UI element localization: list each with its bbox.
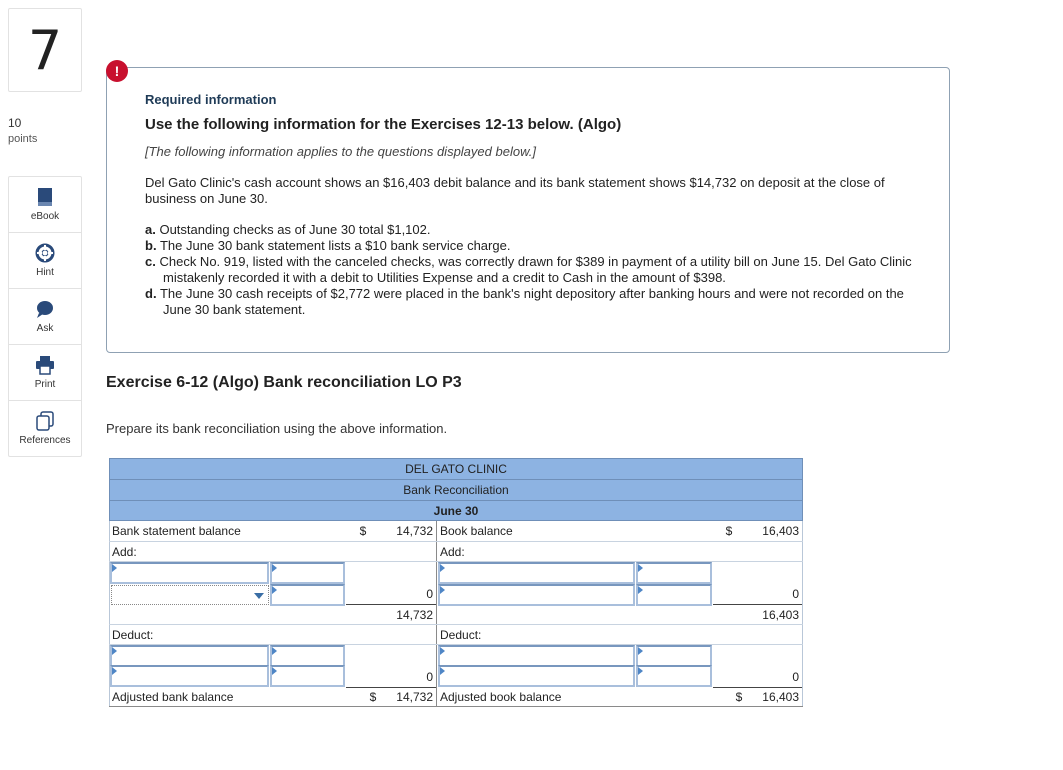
list-item	[145, 222, 925, 238]
tools-panel	[8, 176, 82, 457]
book-deduct-label: Deduct:	[440, 628, 482, 642]
recon-report-name: Bank Reconciliation	[109, 479, 803, 501]
required-paragraph: Del Gato Clinic's cash account shows an $16,403 debit balance and its bank statement shows $14,732 on deposit at the close of business on June 30.	[145, 175, 885, 206]
book-add-description-input[interactable]	[438, 562, 635, 584]
book-deduct-description-input-2[interactable]	[438, 665, 635, 687]
references-label: References	[19, 435, 71, 446]
bank-deduct-description-input-2[interactable]	[110, 665, 269, 687]
bank-add-description-input[interactable]	[110, 562, 269, 584]
exercise-title: Exercise 6-12 (Algo) Bank reconciliation LO P3	[106, 374, 462, 391]
bank-deduct-amount-input-2[interactable]	[270, 665, 345, 687]
required-subtitle: Use the following information for the Exercises 12-13 below. (Algo)	[145, 116, 622, 133]
adjusted-book-dollar: $	[735, 690, 743, 704]
points-label: points	[8, 133, 38, 145]
item-text: Check No. 919, listed with the canceled checks, was correctly drawn for $389 in payment of a utility bill on June 15. Del Gato Clinic mistakenly recorded it with a debit to Utilities Expense and a credit to Cash in the amount of $398.	[159, 254, 912, 285]
print-label: Print	[34, 379, 56, 390]
bank-add-total: 0	[426, 587, 433, 601]
required-list	[145, 222, 925, 318]
chevron-down-icon	[254, 593, 264, 599]
book-balance-value: 16,403	[762, 524, 799, 538]
bank-reconciliation-table	[109, 458, 803, 707]
lifebuoy-icon	[35, 243, 55, 263]
book-add-amount-input[interactable]	[636, 562, 712, 584]
points-value: 10	[8, 116, 22, 130]
book-subtotal: 16,403	[762, 608, 799, 622]
book-add-label: Add:	[440, 545, 465, 559]
bank-add-amount-input[interactable]	[270, 562, 345, 584]
book-add-amount-input-2[interactable]	[636, 584, 712, 606]
list-item	[145, 286, 925, 318]
print-button[interactable]	[9, 345, 81, 401]
adjusted-bank-value: 14,732	[396, 690, 433, 704]
bank-deduct-description-input[interactable]	[110, 645, 269, 667]
recon-date: June 30	[109, 500, 803, 521]
question-number: 7	[27, 18, 63, 82]
book-deduct-amount-input-2[interactable]	[636, 665, 712, 687]
printer-icon	[35, 355, 55, 375]
adjusted-book-balance-label: Adjusted book balance	[440, 690, 562, 704]
bank-balance-dollar: $	[359, 524, 367, 538]
book-add-description-input-2[interactable]	[438, 584, 635, 606]
references-button[interactable]	[9, 401, 81, 456]
book-balance-dollar: $	[725, 524, 733, 538]
alert-icon: !	[106, 60, 128, 82]
hint-button[interactable]	[9, 233, 81, 289]
bank-add-label: Add:	[112, 545, 137, 559]
adjusted-bank-dollar: $	[369, 690, 377, 704]
book-deduct-description-input[interactable]	[438, 645, 635, 667]
list-item	[145, 238, 925, 254]
bank-add-amount-input-2[interactable]	[270, 584, 345, 606]
required-note: [The following information applies to the questions displayed below.]	[145, 144, 536, 159]
book-add-total: 0	[792, 587, 799, 601]
bank-statement-balance-label: Bank statement balance	[112, 524, 241, 538]
adjusted-book-value: 16,403	[762, 690, 799, 704]
recon-company: DEL GATO CLINIC	[109, 458, 803, 480]
item-letter: a.	[145, 222, 156, 237]
ask-button[interactable]	[9, 289, 81, 345]
item-letter: b.	[145, 238, 157, 253]
book-balance-label: Book balance	[440, 524, 513, 538]
bank-subtotal: 14,732	[396, 608, 433, 622]
ask-label: Ask	[36, 323, 54, 334]
bank-deduct-amount-input[interactable]	[270, 645, 345, 667]
bank-balance-value: 14,732	[396, 524, 433, 538]
ebook-button[interactable]	[9, 177, 81, 233]
book-deduct-amount-input[interactable]	[636, 645, 712, 667]
question-number-box	[8, 8, 82, 92]
ebook-label: eBook	[30, 211, 60, 222]
bank-deduct-label: Deduct:	[112, 628, 154, 642]
hint-label: Hint	[36, 267, 54, 278]
book-icon	[36, 187, 54, 207]
documents-icon	[35, 411, 55, 431]
bank-deduct-total: 0	[426, 670, 433, 684]
item-letter: c.	[145, 254, 156, 269]
exercise-instruction: Prepare its bank reconciliation using the above information.	[106, 421, 448, 436]
list-item	[145, 254, 925, 286]
bank-add-dropdown[interactable]	[111, 585, 269, 605]
adjusted-bank-balance-label: Adjusted bank balance	[112, 690, 234, 704]
book-deduct-total: 0	[792, 670, 799, 684]
item-text: Outstanding checks as of June 30 total $1,102.	[159, 222, 431, 237]
speech-bubble-icon	[35, 299, 55, 319]
item-letter: d.	[145, 286, 157, 301]
item-text: The June 30 bank statement lists a $10 bank service charge.	[159, 238, 511, 253]
item-text: The June 30 cash receipts of $2,772 were placed in the bank's night depository after banking hours and were not recorded on the June 30 bank statement.	[159, 286, 904, 317]
required-title: Required information	[145, 92, 277, 107]
required-info-panel	[106, 67, 950, 353]
